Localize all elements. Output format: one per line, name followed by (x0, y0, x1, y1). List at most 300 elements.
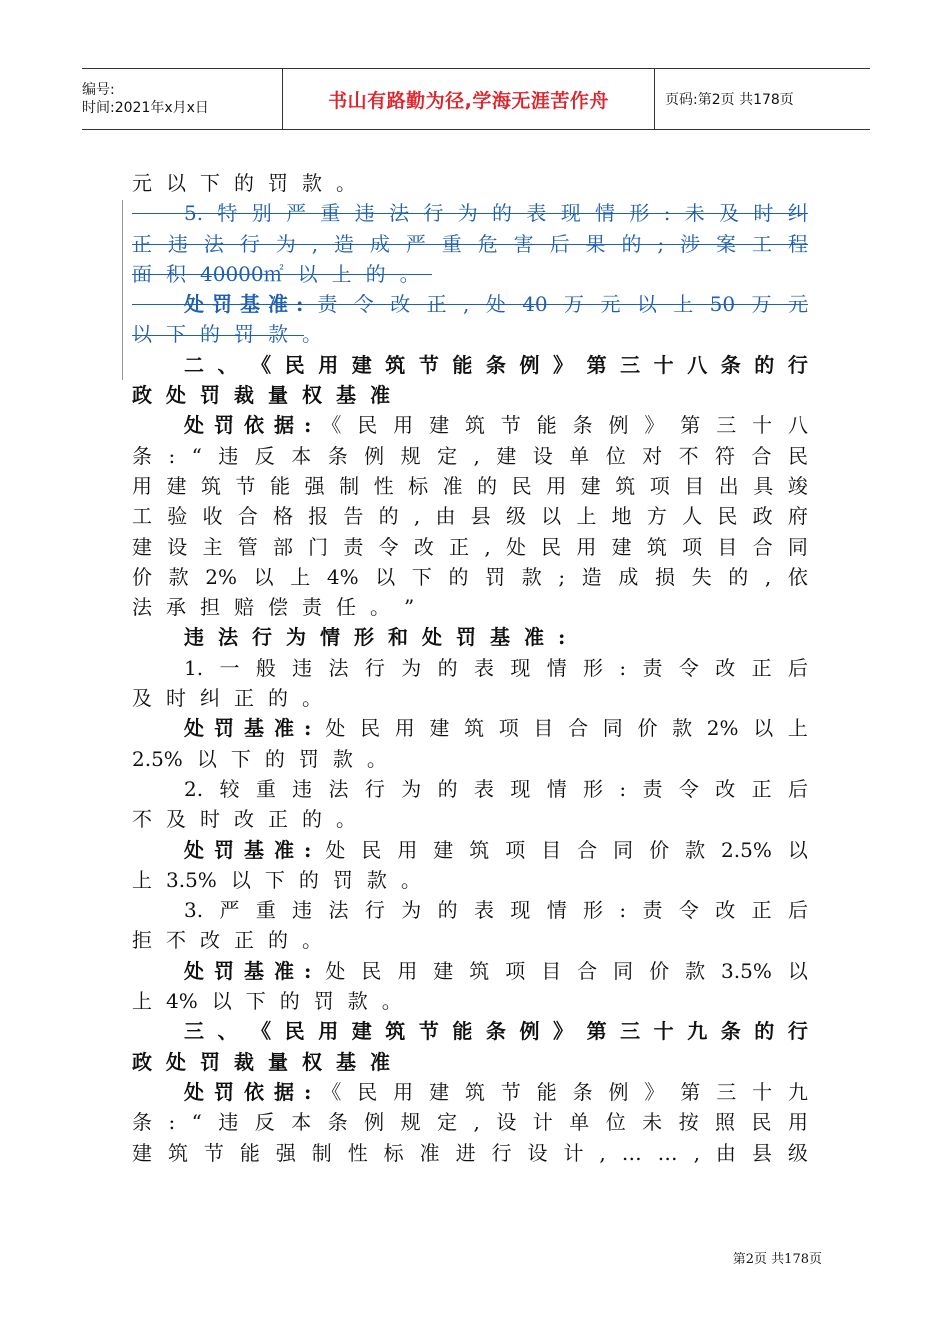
glyph: 的 (448, 564, 469, 589)
text-line (132, 1138, 808, 1168)
glyph: 筑 (201, 473, 222, 498)
glyph: 二 (184, 352, 204, 377)
glyph: 计 (563, 1140, 584, 1165)
glyph: 建 (429, 716, 450, 741)
glyph: 裁 (234, 1049, 254, 1074)
glyph: 时 (753, 201, 774, 226)
glyph: 的 (279, 989, 300, 1014)
glyph: 现 (560, 201, 581, 226)
glyph: 。 (366, 746, 387, 771)
section-heading (132, 350, 808, 380)
glyph: 及 (132, 686, 152, 711)
glyph: 下 (166, 322, 186, 347)
glyph: 处 (166, 383, 186, 408)
glyph: : (619, 776, 627, 801)
text-line (132, 501, 808, 531)
standard-text (325, 835, 808, 865)
glyph: 偿 (268, 595, 288, 620)
glyph: 告 (343, 504, 364, 529)
glyph: 后 (787, 898, 808, 923)
text-line (132, 653, 808, 683)
glyph: 正 (132, 231, 152, 256)
glyph: 准 (370, 383, 390, 408)
glyph: 性 (347, 1140, 368, 1165)
glyph: 由 (435, 504, 456, 529)
glyph: 罚 (268, 171, 288, 195)
text-line (132, 895, 808, 925)
glyph: 出 (718, 473, 739, 498)
glyph: 节 (418, 1019, 439, 1044)
glyph: 面 (132, 261, 152, 286)
section-heading (132, 380, 808, 410)
glyph: 2% (205, 564, 237, 589)
glyph: 上 (673, 292, 694, 317)
glyph: 罚 (313, 989, 334, 1014)
glyph: 定 (437, 443, 458, 468)
glyph: 。 (400, 867, 421, 892)
glyph: 、 (217, 1019, 238, 1044)
glyph: 的 (365, 261, 386, 286)
glyph: 的 (298, 867, 319, 892)
glyph: 款 (268, 322, 288, 347)
glyph: 改 (715, 898, 736, 923)
glyph: 1. (184, 655, 204, 680)
glyph: 人 (682, 504, 703, 529)
glyph: 严 (405, 231, 426, 256)
glyph: 处 (422, 625, 442, 650)
glyph: 第 (586, 352, 607, 377)
glyph: 设 (167, 534, 188, 559)
glyph: 筑 (646, 534, 667, 559)
glyph: 令 (678, 776, 699, 801)
glyph: 。 (399, 261, 420, 286)
glyph: 50 (709, 292, 736, 317)
section-heading (132, 1047, 808, 1077)
glyph: 以 (211, 989, 232, 1014)
glyph: 以 (787, 837, 808, 862)
glyph: 以 (636, 292, 657, 317)
glyph: 的 (234, 171, 254, 195)
glyph: 项 (505, 958, 526, 983)
glyph: 例 (519, 1019, 540, 1044)
basis-label (184, 410, 311, 440)
glyph: 款 (521, 564, 542, 589)
glyph: 。 (302, 686, 322, 711)
glyph: , (473, 443, 480, 468)
glyph: 的 (200, 322, 220, 347)
glyph: 《 (321, 1079, 342, 1104)
glyph: 的 (264, 746, 285, 771)
glyph: 政 (132, 383, 152, 408)
glyph: 权 (302, 383, 322, 408)
glyph: 工 (132, 504, 152, 529)
glyph: 令 (678, 898, 699, 923)
glyph: 条 (485, 1019, 506, 1044)
glyph: 用 (397, 837, 418, 862)
glyph: 筑 (469, 958, 490, 983)
glyph: 损 (654, 564, 675, 589)
glyph: 正 (751, 655, 772, 680)
glyph: 及 (166, 807, 186, 832)
glyph: 违 (354, 201, 375, 226)
glyph: 元 (600, 292, 621, 317)
glyph: 为 (401, 898, 422, 923)
text-line (132, 713, 808, 743)
glyph: 条 (572, 413, 593, 438)
glyph: 重 (255, 776, 276, 801)
glyph: 三 (184, 1019, 204, 1044)
glyph: 的 (302, 807, 322, 832)
glyph: 部 (272, 534, 293, 559)
glyph: 行 (491, 1140, 512, 1165)
glyph: 改 (715, 776, 736, 801)
glyph: 民 (541, 534, 562, 559)
glyph: 违 (184, 625, 204, 650)
glyph: 主 (202, 534, 223, 559)
standard-text (325, 713, 808, 743)
glyph: 程 (787, 231, 808, 256)
glyph: 改 (234, 807, 254, 832)
glyph: 行 (423, 201, 444, 226)
glyph: 任 (336, 595, 356, 620)
glyph: 目 (541, 837, 562, 862)
glyph: 处 (184, 716, 204, 741)
glyph: 建 (429, 413, 450, 438)
glyph: 2% (706, 716, 739, 741)
glyph: 权 (302, 1049, 322, 1074)
glyph: 情 (546, 655, 567, 680)
glyph: 标 (408, 473, 429, 498)
glyph: 民 (284, 352, 305, 377)
glyph: 万 (564, 292, 585, 317)
glyph: , (473, 1110, 480, 1135)
glyph: 后 (787, 655, 808, 680)
glyph: 、 (217, 352, 238, 377)
glyph: 改 (390, 292, 411, 317)
glyph: 责 (642, 898, 663, 923)
glyph: 项 (498, 716, 519, 741)
glyph: 形 (583, 898, 604, 923)
text-line (132, 168, 808, 198)
glyph: 目 (684, 473, 705, 498)
glyph: 下 (264, 867, 285, 892)
glyph: 《 (251, 352, 272, 377)
glyph: 款 (366, 867, 387, 892)
glyph: 准 (268, 292, 288, 317)
glyph: 基 (244, 958, 264, 983)
glyph: 4% (326, 564, 359, 589)
glyph: 罚 (212, 292, 232, 317)
glyph: 筑 (385, 1019, 406, 1044)
text-line (132, 956, 808, 986)
glyph: 正 (234, 686, 254, 711)
glyph: 价 (649, 958, 670, 983)
glyph: 款 (168, 564, 189, 589)
glyph: 罚 (485, 564, 506, 589)
glyph: 合 (577, 958, 598, 983)
glyph: 处 (184, 837, 204, 862)
glyph: 十 (653, 352, 674, 377)
glyph: 法 (328, 776, 349, 801)
glyph: 条 (132, 443, 152, 468)
glyph: 纠 (787, 201, 808, 226)
glyph: 九 (787, 1079, 808, 1104)
glyph: 上 (576, 504, 597, 529)
glyph: 正 (449, 534, 470, 559)
document-body (132, 168, 808, 1168)
glyph: 的 (378, 504, 399, 529)
glyph: 的 (477, 473, 498, 498)
glyph: 行 (239, 231, 260, 256)
glyph: 节 (235, 473, 256, 498)
glyph: 现 (510, 776, 531, 801)
glyph: 为 (275, 231, 296, 256)
glyph: 别 (251, 201, 272, 226)
glyph: 表 (473, 655, 494, 680)
glyph: 正 (268, 807, 288, 832)
glyph: 上 (132, 989, 152, 1014)
glyph: 用 (318, 1019, 339, 1044)
glyph: , (693, 1140, 700, 1165)
glyph: 级 (505, 504, 526, 529)
deleted-text-line (132, 198, 808, 228)
text-line (132, 562, 808, 592)
glyph: 筑 (385, 352, 406, 377)
glyph: 不 (132, 807, 152, 832)
glyph: 基 (244, 837, 264, 862)
glyph: 责 (642, 776, 663, 801)
glyph: 以 (297, 261, 318, 286)
glyph: 不 (678, 443, 699, 468)
glyph: 为 (401, 776, 422, 801)
glyph: 以 (196, 746, 217, 771)
glyph: 法 (132, 595, 152, 620)
glyph: 三 (620, 352, 641, 377)
glyph: 上 (331, 261, 352, 286)
glyph: 建 (580, 473, 601, 498)
glyph: 处 (485, 292, 506, 317)
glyph: 依 (787, 564, 808, 589)
glyph: 本 (291, 1110, 312, 1135)
deleted-text-line (132, 259, 808, 289)
glyph: 改 (715, 655, 736, 680)
glyph: 违 (218, 1110, 239, 1135)
glyph: 罚 (234, 322, 254, 347)
text-line (132, 774, 808, 804)
glyph: 准 (274, 958, 294, 983)
text-line (132, 410, 808, 440)
glyph: 改 (413, 534, 434, 559)
glyph: 处 (184, 958, 204, 983)
glyph: 5. (184, 201, 204, 226)
glyph: 处 (184, 1079, 204, 1104)
glyph: 据 (274, 1079, 294, 1104)
text-line (132, 1077, 808, 1107)
glyph: 合 (237, 504, 258, 529)
glyph: 条 (327, 443, 348, 468)
glyph: 合 (568, 716, 589, 741)
glyph: 建 (132, 1140, 152, 1165)
glyph: 以 (753, 716, 774, 741)
glyph: 建 (132, 534, 152, 559)
glyph: 罚 (214, 837, 234, 862)
glyph: 正 (751, 776, 772, 801)
deleted-text (317, 289, 808, 319)
text-line (132, 986, 808, 1016)
glyph: 处 (184, 413, 204, 438)
glyph: 3. (184, 898, 204, 923)
glyph: 三 (716, 413, 737, 438)
glyph: 条 (572, 1079, 593, 1104)
glyph: 能 (536, 413, 557, 438)
glyph: 2. (184, 776, 204, 801)
glyph: : (619, 898, 627, 923)
glyph: 处 (325, 716, 346, 741)
glyph: 处 (325, 837, 346, 862)
text-line (132, 925, 808, 955)
glyph: 》 (553, 352, 574, 377)
glyph: 正 (751, 898, 772, 923)
glyph: 《 (321, 413, 342, 438)
glyph: 节 (418, 352, 439, 377)
glyph: 建 (611, 534, 632, 559)
glyph: 法 (389, 201, 410, 226)
glyph: 三 (716, 1079, 737, 1104)
text-line (132, 1107, 808, 1137)
glyph: 节 (500, 413, 521, 438)
glyph: 责 (302, 595, 322, 620)
glyph: 时 (166, 686, 186, 711)
glyph: 以 (541, 504, 562, 529)
glyph: 筑 (167, 1140, 188, 1165)
glyph: ; (558, 564, 566, 589)
glyph: 时 (200, 807, 220, 832)
glyph: … (621, 1140, 642, 1165)
glyph: 节 (500, 1079, 521, 1104)
glyph: 条 (327, 1110, 348, 1135)
glyph: 担 (200, 595, 220, 620)
document-time-label: 时间:2021年x月x日 (82, 100, 209, 116)
glyph: 万 (751, 292, 772, 317)
glyph: 筑 (469, 837, 490, 862)
text-line (132, 744, 808, 774)
glyph: 责 (317, 292, 338, 317)
glyph: 十 (752, 1079, 773, 1104)
glyph: 项 (505, 837, 526, 862)
glyph: 民 (361, 958, 382, 983)
glyph: 民 (357, 1079, 378, 1104)
glyph: 表 (473, 898, 494, 923)
text-line (132, 441, 808, 471)
glyph: 按 (678, 1110, 699, 1135)
glyph: 县 (751, 1140, 772, 1165)
glyph: 》 (553, 1019, 574, 1044)
glyph: 项 (682, 534, 703, 559)
deleted-text-line (132, 229, 808, 259)
glyph: 处 (325, 958, 346, 983)
glyph: 情 (595, 201, 616, 226)
glyph: 责 (642, 655, 663, 680)
glyph: 罚 (214, 413, 234, 438)
glyph: 法 (218, 625, 238, 650)
text-line (132, 804, 808, 834)
glyph: 竣 (787, 473, 808, 498)
glyph: 九 (687, 1019, 708, 1044)
glyph: 县 (470, 504, 491, 529)
glyph: 用 (787, 1110, 808, 1135)
glyph: 款 (685, 958, 706, 983)
glyph: 民 (357, 413, 378, 438)
standard-label (184, 835, 311, 865)
glyph: 基 (336, 1049, 356, 1074)
glyph: ; (657, 231, 665, 256)
glyph: 八 (787, 413, 808, 438)
glyph: 行 (364, 776, 385, 801)
glyph: 特 (217, 201, 238, 226)
glyph: 规 (400, 443, 421, 468)
glyph: 3.5% (166, 867, 217, 892)
glyph: 纠 (200, 686, 220, 711)
glyph: 进 (455, 1140, 476, 1165)
header-meta (82, 69, 283, 129)
glyph: 款 (332, 746, 353, 771)
glyph: 府 (787, 504, 808, 529)
glyph: 现 (510, 655, 531, 680)
glyph: 例 (519, 352, 540, 377)
glyph: 筑 (464, 1079, 485, 1104)
header-motto: 书山有路勤为径,学海无涯苦作舟 (283, 69, 655, 129)
glyph: 成 (618, 564, 639, 589)
glyph: 对 (642, 443, 663, 468)
glyph: 害 (513, 231, 534, 256)
glyph: 的 (268, 928, 288, 953)
glyph: 强 (275, 1140, 296, 1165)
glyph: 量 (268, 383, 288, 408)
glyph: 建 (433, 958, 454, 983)
glyph: 行 (787, 352, 808, 377)
glyph: 设 (532, 443, 553, 468)
glyph: 。 (336, 807, 356, 832)
glyph: : (304, 1079, 312, 1104)
glyph: 三 (620, 1019, 641, 1044)
glyph: 规 (400, 1110, 421, 1135)
glyph: 同 (787, 534, 808, 559)
glyph: 用 (393, 1079, 414, 1104)
glyph: 形 (629, 201, 650, 226)
glyph: 。 (336, 171, 356, 195)
deleted-label (184, 289, 303, 319)
glyph: 为 (401, 655, 422, 680)
glyph: 法 (328, 898, 349, 923)
glyph: 标 (383, 1140, 404, 1165)
glyph: 能 (452, 352, 473, 377)
text-line (132, 865, 808, 895)
glyph: 形 (583, 655, 604, 680)
glyph: 能 (452, 1019, 473, 1044)
glyph: 表 (473, 776, 494, 801)
glyph: 第 (680, 1079, 701, 1104)
page-header (82, 68, 870, 130)
glyph: 建 (429, 1079, 450, 1104)
glyph: 基 (240, 292, 260, 317)
glyph: 收 (202, 504, 223, 529)
glyph: 下 (411, 564, 432, 589)
glyph: 准 (524, 625, 544, 650)
glyph: 行 (364, 655, 385, 680)
glyph: 合 (577, 837, 598, 862)
glyph: 情 (546, 776, 567, 801)
glyph: 节 (203, 1140, 224, 1165)
